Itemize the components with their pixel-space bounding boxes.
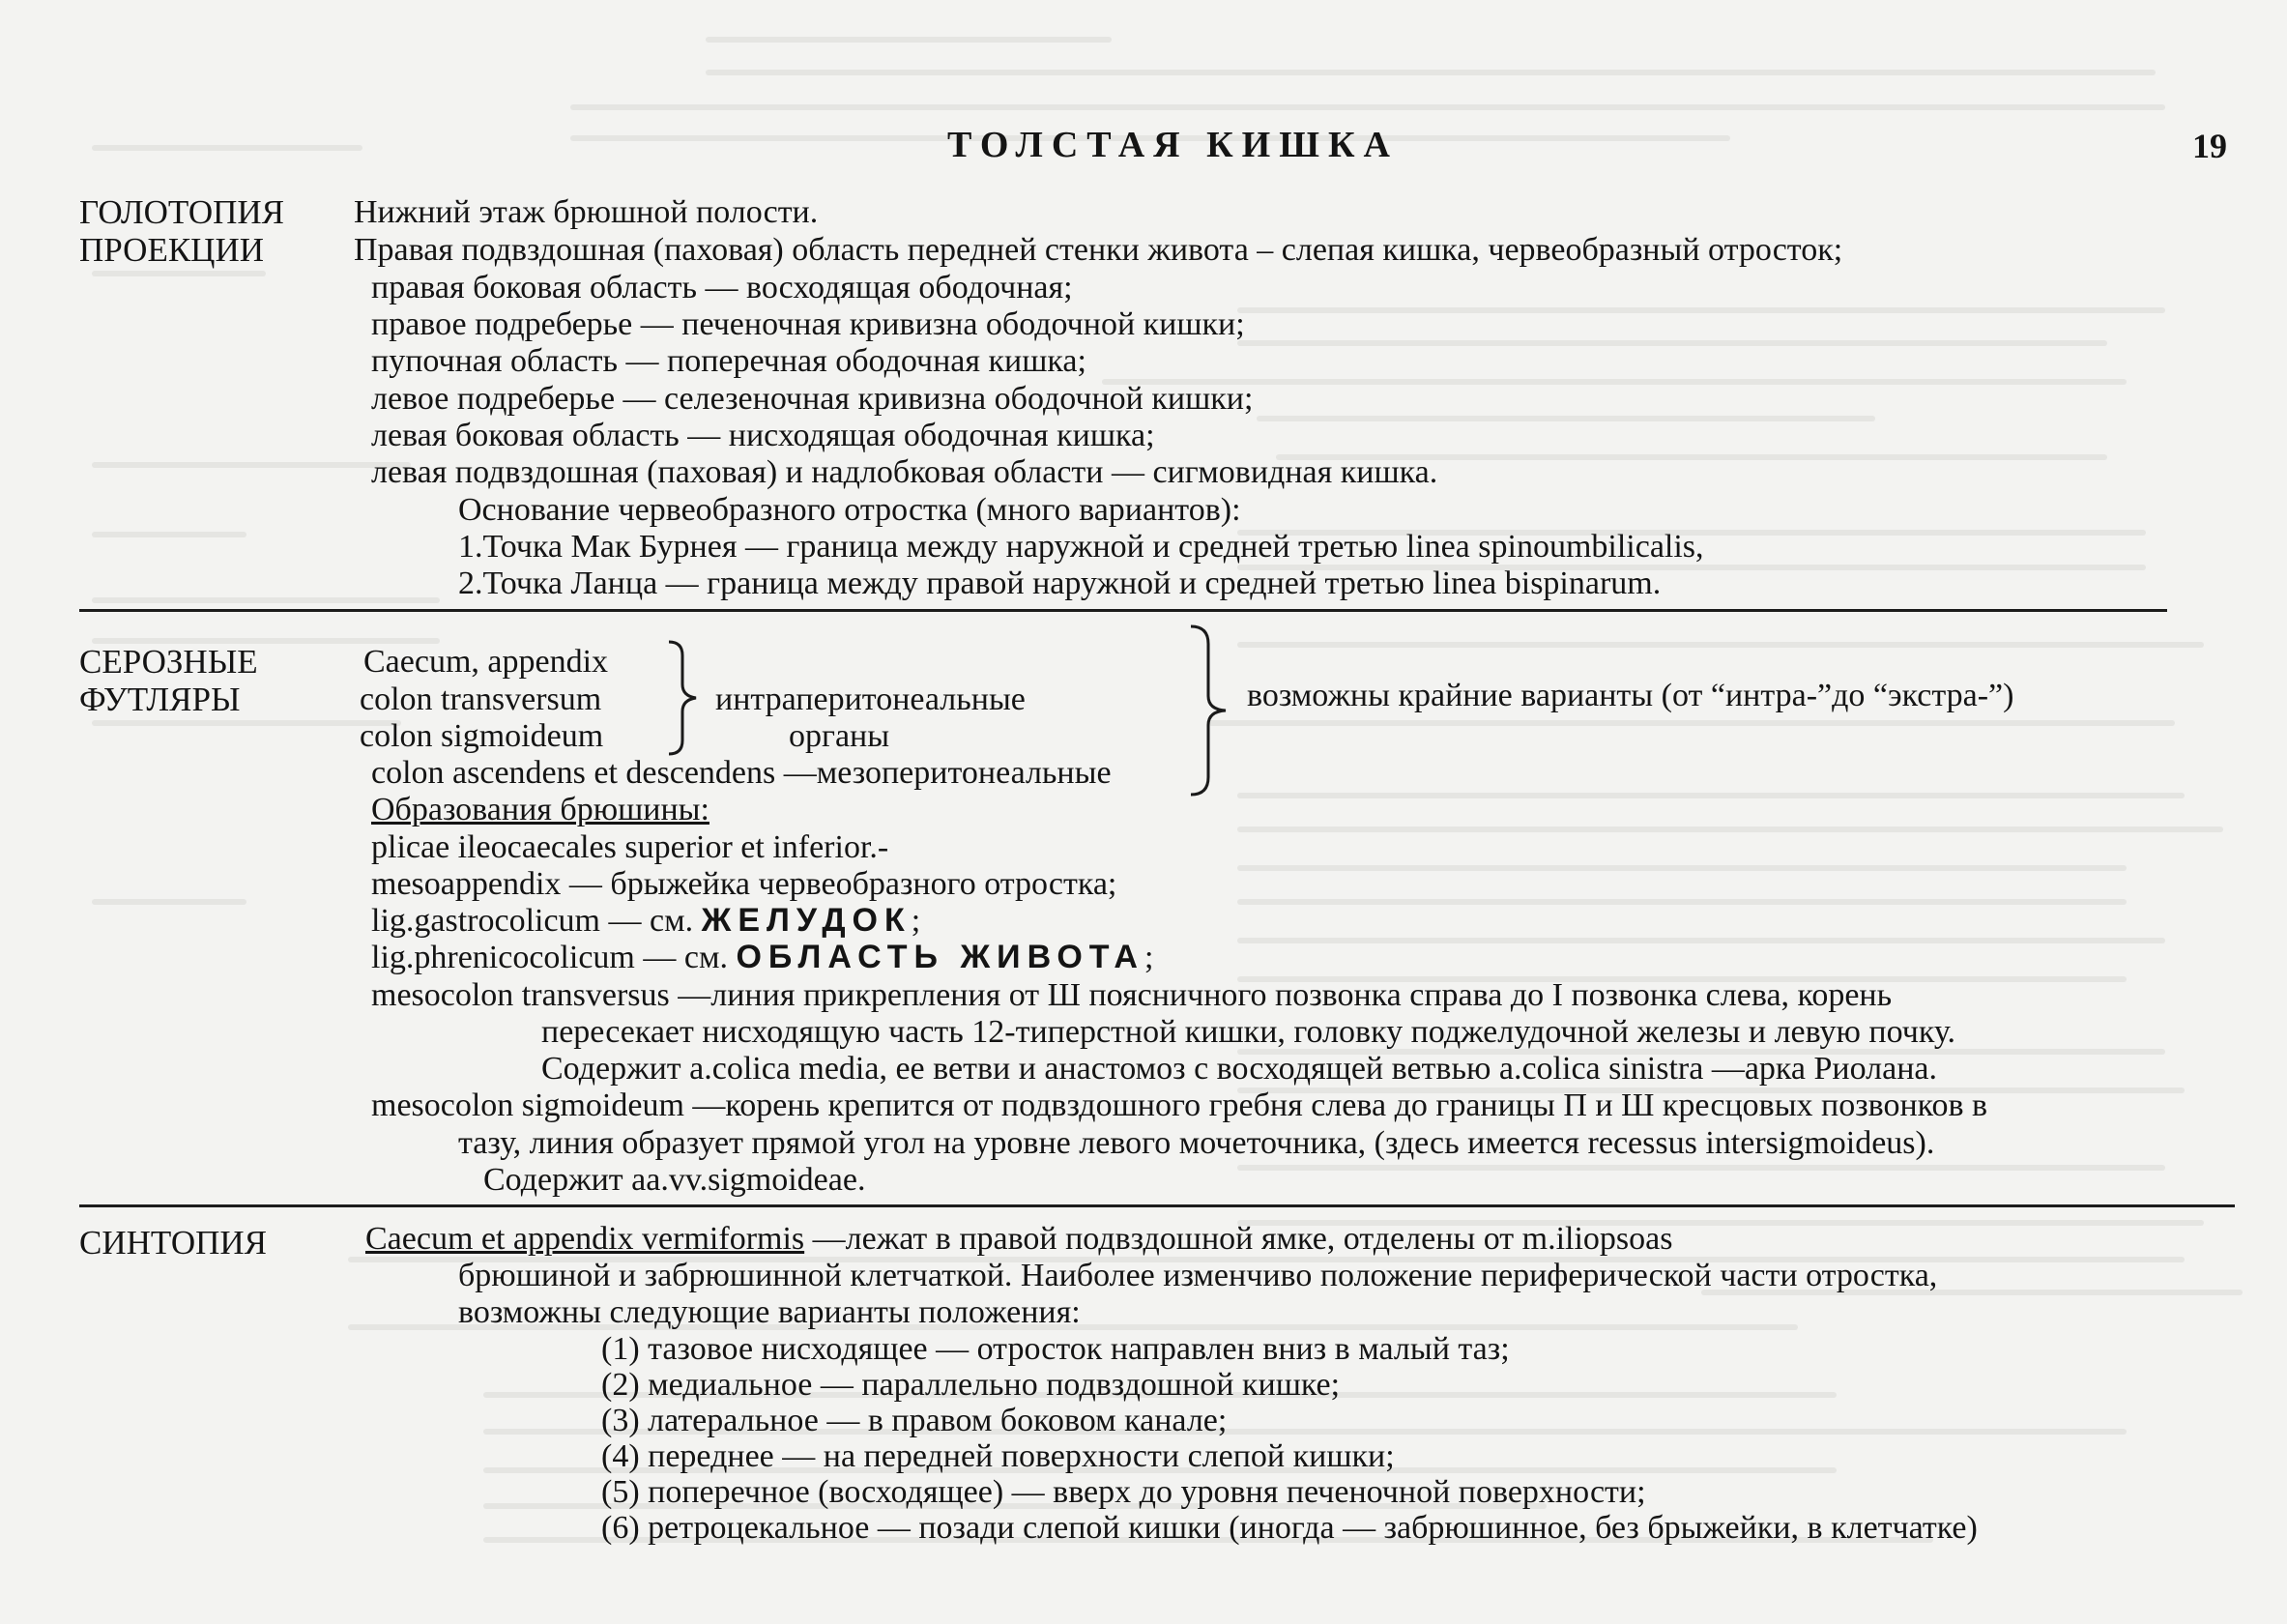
holotopy-text: Нижний этаж брюшной полости. — [354, 194, 819, 230]
appendix-position: (4) переднее — на передней поверхности слепой кишки; — [601, 1438, 1395, 1474]
projection-line: правое подреберье — печеночная кривизна ободочной кишки; — [371, 306, 1245, 342]
projection-line: левая боковая область — нисходящая ободочная кишка; — [371, 418, 1155, 453]
syntopy-label: СИНТОПИЯ — [79, 1224, 267, 1262]
page-number: 19 — [2192, 127, 2227, 165]
page-title: ТОЛСТАЯ КИШКА — [947, 125, 1399, 165]
right-brace-small — [665, 638, 704, 758]
mesocolon-transversus: mesocolon transversus —линия прикрепления от Ш поясничного позвонка справа до I позвонка слева, корень — [371, 977, 1893, 1013]
projection-line: левая подвздошная (паховая) и надлобковая области — сигмовидная кишка. — [371, 454, 1438, 490]
intraperitoneal-organ: colon transversum — [360, 682, 602, 717]
intraperitoneal-note: интраперитонеальные — [715, 682, 1026, 717]
formation-item — [371, 902, 920, 940]
serous-label: СЕРОЗНЫЕ — [79, 643, 258, 681]
syntopy-line: брюшиной и забрюшинной клетчаткой. Наиболее изменчиво положение периферической части отростка, — [458, 1258, 1938, 1293]
appendix-position: (6) ретроцекальное — позади слепой кишки (иногда — забрюшинное, без брыжейки, в клетчатке) — [601, 1510, 1978, 1546]
mesocolon-transversus-contents: Содержит a.colica media, ее ветви и анастомоз с восходящей ветвью a.colica sinistra —арка Риолана. — [541, 1051, 1938, 1087]
right-brace-large — [1187, 623, 1231, 798]
intraperitoneal-organ: colon sigmoideum — [360, 718, 604, 754]
mesoperitoneal-line: colon ascendens et descendens —мезоперитонеальные — [371, 755, 1112, 791]
mesocolon-transversus-cont: пересекает нисходящую часть 12-типерстной кишки, головку поджелудочной железы и левую почку. — [541, 1014, 1955, 1050]
appendix-position: (3) латеральное — в правом боковом канале; — [601, 1403, 1228, 1438]
formation-end: ; — [1144, 940, 1154, 975]
cross-reference-abdomen: ОБЛАСТЬ ЖИВОТА — [736, 939, 1144, 975]
syntopy-line — [365, 1220, 1672, 1258]
organs-note: органы — [789, 718, 890, 754]
appendix-base-heading: Основание червеобразного отростка (много вариантов): — [458, 492, 1241, 528]
formation-item: plicae ileocaecales superior et inferior.- — [371, 829, 889, 865]
mesocolon-sigmoideum: mesocolon sigmoideum —корень крепится от подвздошного гребня слева до границы П и Ш кресцовых позвонков в — [371, 1088, 1988, 1123]
formation-text: lig.phrenicocolicum — см. — [371, 940, 737, 975]
projection-line: пупочная область — поперечная ободочная кишка; — [371, 343, 1086, 379]
extreme-variants-note: возможны крайние варианты (от “интра-”до “экстра-”) — [1247, 678, 2014, 713]
appendix-position: (1) тазовое нисходящее — отросток направлен вниз в малый таз; — [601, 1331, 1510, 1367]
syntopy-subject: Caecum et appendix vermiformis — [365, 1221, 805, 1257]
syntopy-line: возможны следующие варианты положения: — [458, 1294, 1081, 1330]
cross-reference-stomach: ЖЕЛУДОК — [701, 902, 912, 939]
projection-line: левое подреберье — селезеночная кривизна ободочной кишки; — [371, 381, 1254, 417]
lanz-point: 2.Точка Ланца — граница между правой наружной и средней третью linea bispinarum. — [458, 566, 1662, 601]
projections-label: ПРОЕКЦИИ — [79, 231, 264, 269]
holotopy-label: ГОЛОТОПИЯ — [79, 193, 284, 231]
formation-item: mesoappendix — брыжейка червеобразного отростка; — [371, 866, 1117, 902]
mesocolon-sigmoideum-contents: Содержит aa.vv.sigmoideae. — [483, 1162, 866, 1198]
intraperitoneal-organ: Caecum, appendix — [363, 644, 609, 680]
syntopy-line-rest: —лежат в правой подвздошной ямке, отделены от m.iliopsoas — [804, 1221, 1673, 1257]
formation-end: ; — [911, 903, 921, 939]
formation-item — [371, 939, 1153, 976]
formation-text: lig.gastrocolicum — см. — [371, 903, 702, 939]
mesocolon-sigmoideum-cont: тазу, линия образует прямой угол на уровне левого мочеточника, (здесь имеется recessus intersigmoideus). — [458, 1125, 1935, 1161]
projection-line: правая боковая область — восходящая ободочная; — [371, 270, 1073, 305]
mcburney-point: 1.Точка Мак Бурнея — граница между наружной и средней третью linea spinoumbilicalis, — [458, 529, 1704, 565]
appendix-position: (2) медиальное — параллельно подвздошной кишке; — [601, 1367, 1341, 1403]
projection-line: Правая подвздошная (паховая) область передней стенки живота – слепая кишка, червеобразный отросток; — [354, 232, 1843, 268]
peritoneum-formations-heading: Образования брюшины: — [371, 792, 709, 827]
appendix-position: (5) поперечное (восходящее) — вверх до уровня печеночной поверхности; — [601, 1474, 1646, 1510]
section-divider — [79, 609, 2167, 612]
section-divider — [79, 1204, 2235, 1207]
cases-label: ФУТЛЯРЫ — [79, 681, 241, 718]
